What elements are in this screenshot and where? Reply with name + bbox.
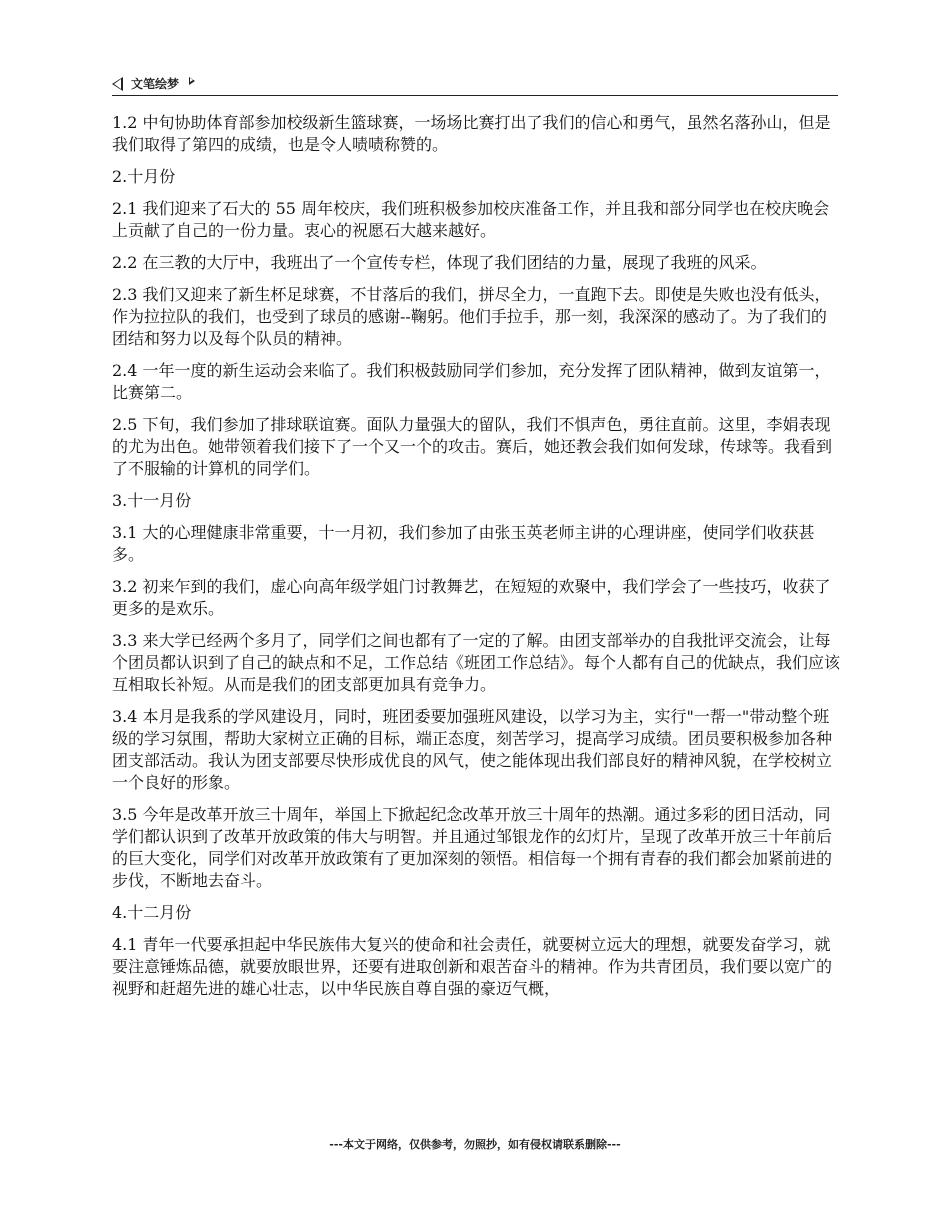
paragraph: 2.3 我们又迎来了新生杯足球赛，不甘落后的我们，拼尽全力，一直跑下去。即使是失败也没有低头，作为拉拉队的我们，也受到了球员的感谢--鞠躬。他们手拉手，那一刻，我深深的感动了。为了我们的团结和努力以及每个队员的精神。 [112, 285, 831, 348]
header-title: 文笔绘梦 [131, 77, 180, 91]
paragraph: 3.1 大的心理健康非常重要，十一月初，我们参加了由张玉英老师主讲的心理讲座，使同学们收获甚多。 [112, 523, 815, 564]
page-header [112, 72, 838, 96]
paragraph: 1.2 中旬协助体育部参加校级新生篮球赛，一场场比赛打出了我们的信心和勇气，虽然名落孙山，但是我们取得了第四的成绩，也是令人啧啧称赞的。 [112, 113, 831, 154]
page-footer: ---本文于网络，仅供参考，勿照抄，如有侵权请联系删除--- [329, 1138, 621, 1151]
paragraph: 3.5 今年是改革开放三十周年，举国上下掀起纪念改革开放三十周年的热潮。通过多彩的团日活动，同学们都认识到了改革开放政策的伟大与明智。并且通过邹银龙作的幻灯片，呈现了改革开放三十年前后的巨大变化，同学们对改革开放政策有了更加深刻的领悟。相信每一个拥有青春的我们都会加紧前进的步伐，不断地去奋斗。 [112, 805, 833, 890]
paragraph: 2.2 在三教的大厅中，我班出了一个宣传专栏，体现了我们团结的力量，展现了我班的风采。 [112, 253, 767, 272]
triangle-right-icon [189, 77, 195, 85]
paragraph: 3.2 初来乍到的我们，虚心向高年级学姐门讨教舞艺，在短短的欢聚中，我们学会了一些技巧，收获了更多的是欢乐。 [112, 577, 831, 618]
triangle-left-icon [112, 77, 123, 91]
paragraph: 2.4 一年一度的新生运动会来临了。我们积极鼓励同学们参加，充分发挥了团队精神，做到友谊第一，比赛第二。 [112, 361, 831, 402]
paragraph: 4.1 青年一代要承担起中华民族伟大复兴的使命和社会责任，就要树立远大的理想，就要发奋学习，就要注意锤炼品德，就要放眼世界，还要有进取创新和艰苦奋斗的精神。作为共青团员，我们要以宽广的视野和赶超先进的雄心壮志，以中华民族自尊自强的豪迈气概， [112, 935, 833, 998]
paragraph: 3.3 来大学已经两个多月了，同学们之间也都有了一定的了解。由团支部举办的自我批评交流会，让每个团员都认识到了自己的缺点和不足，工作总结《班团工作总结》。每个人都有自己的优缺点，我们应该互相取长补短。从而是我们的团支部更加具有竞争力。 [112, 631, 841, 694]
paragraph: 2.1 我们迎来了石大的 55 周年校庆，我们班积极参加校庆准备工作，并且我和部分同学也在校庆晚会上贡献了自己的一份力量。衷心的祝愿石大越来越好。 [112, 199, 830, 240]
section-heading: 3.十一月份 [112, 491, 192, 510]
document-body [112, 112, 842, 1010]
section-heading: 2.十月份 [112, 167, 176, 186]
paragraph: 3.4 本月是我系的学风建设月，同时，班团委要加强班风建设，以学习为主，实行"一帮一"带动整个班级的学习氛围，帮助大家树立正确的目标，端正态度，刻苦学习，提高学习成绩。团员要积极参加各种团支部活动。我认为团支部要尽快形成优良的风气，使之能体现出我们部良好的精神风貌，在学校树立一个良好的形象。 [112, 707, 833, 792]
section-heading: 4.十二月份 [112, 903, 192, 922]
paragraph: 2.5 下旬，我们参加了排球联谊赛。面队力量强大的留队，我们不惧声色，勇往直前。这里，李娟表现的尤为出色。她带领着我们接下了一个又一个的攻击。赛后，她还教会我们如何发球，传球等。我看到了不服输的计算机的同学们。 [112, 415, 833, 478]
